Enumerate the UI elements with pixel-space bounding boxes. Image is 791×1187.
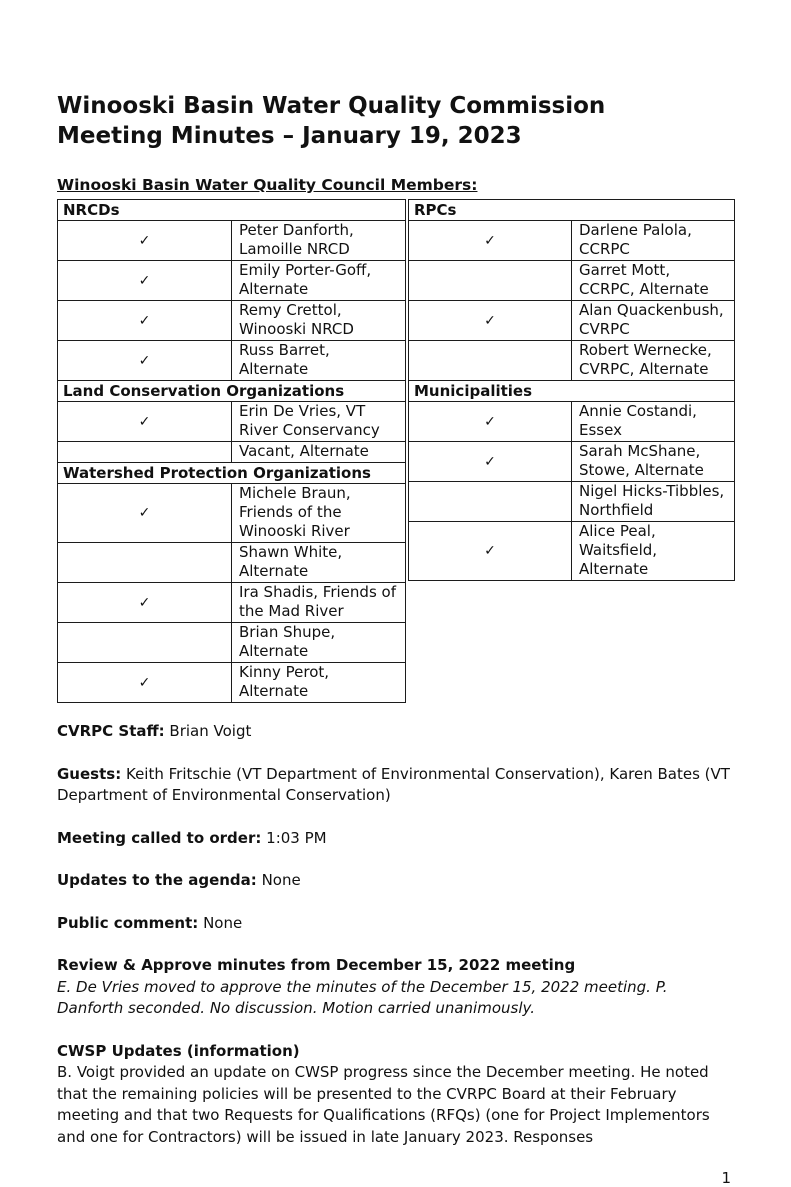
member-name: Ira Shadis, Friends of the Mad River (232, 583, 406, 623)
section-header-nrcds: NRCDs (58, 200, 406, 221)
guests-label: Guests: (57, 764, 122, 783)
table-section-header (58, 381, 406, 402)
called-to-order-label: Meeting called to order: (57, 828, 262, 847)
agenda-updates-line (57, 870, 735, 892)
document-title-line2: Meeting Minutes – January 19, 2023 (57, 123, 522, 149)
minutes-review-heading: Review & Approve minutes from December 15, 2022 meeting (57, 956, 576, 974)
table-row (409, 522, 735, 581)
public-comment-line (57, 913, 735, 935)
table-row (58, 484, 406, 543)
staff-value: Brian Voigt (169, 722, 252, 740)
member-name: Darlene Palola, CCRPC (572, 221, 735, 261)
attendance-check-cell: ✓ (58, 261, 232, 301)
called-to-order-value: 1:03 PM (266, 828, 327, 847)
attendance-check-cell: ✓ (409, 522, 572, 581)
attendance-check-cell (58, 623, 232, 663)
attendance-check-cell: ✓ (58, 484, 232, 543)
table-row (409, 482, 735, 522)
document-title (57, 91, 735, 151)
attendance-check-cell (409, 341, 572, 381)
members-table (57, 199, 735, 703)
table-row (58, 543, 406, 583)
table-row (58, 583, 406, 623)
member-name: Sarah McShane, Stowe, Alternate (572, 442, 735, 482)
member-name: Alan Quackenbush, CVRPC (572, 301, 735, 341)
section-header-watershed-protection: Watershed Protection Organizations (58, 463, 406, 484)
members-table-heading: Winooski Basin Water Quality Council Members: (57, 176, 478, 194)
member-name: Kinny Perot, Alternate (232, 663, 406, 703)
public-comment-label: Public comment: (57, 913, 199, 932)
table-row (58, 402, 406, 442)
cwsp-updates-body: B. Voigt provided an update on CWSP progress since the December meeting. He noted that the remaining policies will be presented to the CVRPC Board at their February meeting and that two Requests for Qualifications (RFQs) (one for Project Implementors and one for Contractors) will be issued in late January 2023. Responses (57, 1063, 710, 1146)
document-title-line1: Winooski Basin Water Quality Commission (57, 93, 606, 119)
table-row (409, 402, 735, 442)
member-name: Brian Shupe, Alternate (232, 623, 406, 663)
member-name: Erin De Vries, VT River Conservancy (232, 402, 406, 442)
attendance-check-cell: ✓ (409, 221, 572, 261)
table-row (58, 301, 406, 341)
attendance-check-cell: ✓ (58, 663, 232, 703)
attendance-check-cell (409, 482, 572, 522)
called-to-order-line (57, 828, 735, 850)
member-name: Shawn White, Alternate (232, 543, 406, 583)
attendance-check-cell: ✓ (58, 583, 232, 623)
member-name: Michele Braun, Friends of the Winooski River (232, 484, 406, 543)
attendance-check-cell: ✓ (409, 442, 572, 482)
table-section-header (409, 200, 735, 221)
attendance-check-cell (409, 261, 572, 301)
table-section-header (58, 463, 406, 484)
member-name: Alice Peal, Waitsfield, Alternate (572, 522, 735, 581)
table-row (409, 221, 735, 261)
members-table-left-column (57, 199, 406, 703)
table-row (58, 663, 406, 703)
section-header-land-conservation: Land Conservation Organizations (58, 381, 406, 402)
section-header-municipalities: Municipalities (409, 381, 735, 402)
table-row (409, 261, 735, 301)
attendance-check-cell: ✓ (58, 221, 232, 261)
agenda-updates-value: None (261, 871, 301, 889)
table-row (58, 341, 406, 381)
table-row (58, 623, 406, 663)
public-comment-value: None (203, 913, 243, 932)
page-number: 1 (721, 1169, 731, 1187)
attendance-check-cell (58, 543, 232, 583)
table-section-header (58, 200, 406, 221)
attendance-check-cell: ✓ (409, 301, 572, 341)
table-row (58, 261, 406, 301)
member-name: Annie Costandi, Essex (572, 402, 735, 442)
guests-value: Keith Fritschie (VT Department of Environmental Conservation), Karen Bates (VT Department of Environmental Conservation) (57, 764, 730, 804)
table-section-header (409, 381, 735, 402)
member-name: Robert Wernecke, CVRPC, Alternate (572, 341, 735, 381)
member-name: Nigel Hicks-Tibbles, Northfield (572, 482, 735, 522)
agenda-updates-label: Updates to the agenda: (57, 871, 257, 889)
staff-line (57, 721, 735, 743)
member-name: Garret Mott, CCRPC, Alternate (572, 261, 735, 301)
table-row (58, 442, 406, 463)
members-table-right-column (408, 199, 735, 581)
member-name: Remy Crettol, Winooski NRCD (232, 301, 406, 341)
member-name: Russ Barret, Alternate (232, 341, 406, 381)
table-row (409, 301, 735, 341)
guests-line (57, 764, 735, 807)
attendance-check-cell: ✓ (58, 402, 232, 442)
table-row (58, 221, 406, 261)
attendance-check-cell: ✓ (409, 402, 572, 442)
section-header-rpcs: RPCs (409, 200, 735, 221)
attendance-check-cell (58, 442, 232, 463)
member-name: Vacant, Alternate (232, 442, 406, 463)
cwsp-updates-heading: CWSP Updates (information) (57, 1041, 300, 1060)
member-name: Emily Porter-Goff, Alternate (232, 261, 406, 301)
minutes-review-body: E. De Vries moved to approve the minutes of the December 15, 2022 meeting. P. Danforth seconded. No discussion. Motion carried unanimously. (57, 977, 668, 1017)
attendance-check-cell: ✓ (58, 341, 232, 381)
table-row (409, 341, 735, 381)
member-name: Peter Danforth, Lamoille NRCD (232, 221, 406, 261)
table-row (409, 442, 735, 482)
staff-label: CVRPC Staff: (57, 722, 165, 740)
attendance-check-cell: ✓ (58, 301, 232, 341)
